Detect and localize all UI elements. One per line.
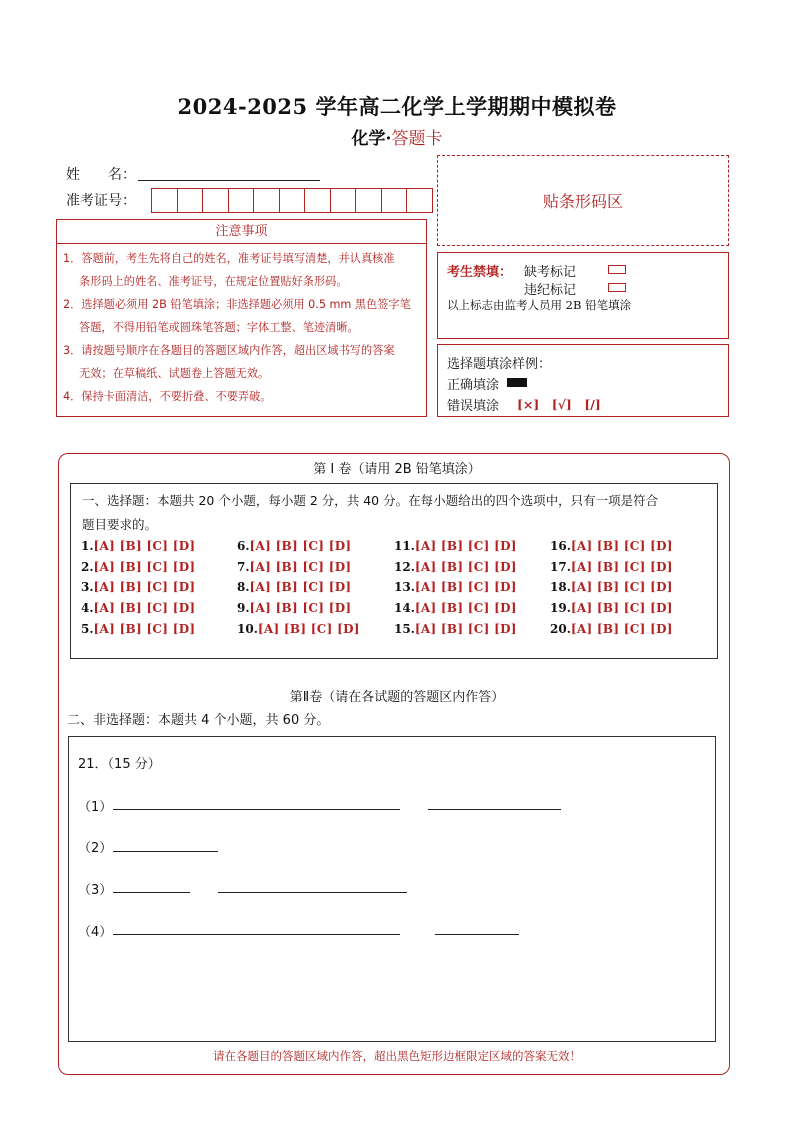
answer-blank[interactable]: [218, 892, 407, 893]
mc-question-6[interactable]: 6.[A] [B] [C] [D]: [237, 539, 352, 553]
name-label: 姓 名：: [66, 167, 136, 183]
notice-line: 无效；在草稿纸、试题卷上答题无效。: [79, 367, 270, 380]
sub-question-1-label: （1）: [78, 800, 113, 815]
answer-blank[interactable]: [113, 892, 190, 893]
mc-question-16[interactable]: 16.[A] [B] [C] [D]: [550, 539, 673, 553]
sub-question-3-label: （3）: [78, 883, 113, 898]
notice-line: 1．答题前，考生先将自己的姓名，准考证号填写清楚，并认真核准: [63, 252, 395, 265]
mc-question-18[interactable]: 18.[A] [B] [C] [D]: [550, 580, 673, 594]
subtitle-answer-sheet: 答题卡: [391, 129, 443, 149]
exam-id-digit-box[interactable]: [202, 188, 229, 213]
mc-question-15[interactable]: 15.[A] [B] [C] [D]: [394, 622, 517, 636]
proctor-mark-panel: [437, 252, 729, 339]
exam-id-digit-box[interactable]: [279, 188, 306, 213]
barcode-area: [437, 155, 729, 246]
mc-question-7[interactable]: 7.[A] [B] [C] [D]: [237, 560, 352, 574]
exam-id-boxes[interactable]: [151, 188, 433, 213]
name-field[interactable]: [138, 180, 320, 181]
proctor-only-label: 考生禁填：: [447, 265, 513, 280]
absent-mark-box[interactable]: [608, 265, 626, 274]
mc-question-8[interactable]: 8.[A] [B] [C] [D]: [237, 580, 352, 594]
exam-id-label: 准考证号：: [66, 193, 136, 209]
correct-fill-sample: [507, 378, 527, 387]
mc-question-2[interactable]: 2.[A] [B] [C] [D]: [81, 560, 196, 574]
page-subtitle: [0, 124, 794, 149]
mc-question-12[interactable]: 12.[A] [B] [C] [D]: [394, 560, 517, 574]
notice-line: 条形码上的姓名、准考证号，在规定位置贴好条形码。: [79, 275, 348, 288]
mc-question-14[interactable]: 14.[A] [B] [C] [D]: [394, 601, 517, 615]
page-title: 2024-2025 学年高二化学上学期期中模拟卷: [177, 94, 617, 119]
mc-instruction: 一、选择题：本题共 20 个小题，每小题 2 分，共 40 分。在每小题给出的四个选项中，只有一项是符合: [82, 493, 659, 508]
exam-id-digit-box[interactable]: [381, 188, 408, 213]
mc-question-11[interactable]: 11.[A] [B] [C] [D]: [394, 539, 517, 553]
notice-line: 3．请按题号顺序在各题目的答题区域内作答，超出区域书写的答案: [63, 344, 395, 357]
wrong-fill-label: 错误填涂: [447, 399, 500, 414]
mc-question-4[interactable]: 4.[A] [B] [C] [D]: [81, 601, 196, 615]
question-21-heading: 21．（15 分）: [78, 757, 161, 772]
subtitle-subject: 化学·: [351, 129, 392, 149]
answer-blank[interactable]: [113, 809, 400, 810]
answer-blank[interactable]: [113, 851, 218, 852]
mc-question-5[interactable]: 5.[A] [B] [C] [D]: [81, 622, 196, 636]
sub-question-4-label: （4）: [78, 925, 113, 940]
fill-sample-panel: [437, 344, 729, 417]
exam-id-digit-box[interactable]: [228, 188, 255, 213]
mc-question-9[interactable]: 9.[A] [B] [C] [D]: [237, 601, 352, 615]
footer-warning: 请在各题目的答题区域内作答，超出黑色矩形边框限定区域的答案无效！: [213, 1049, 581, 1063]
mc-question-20[interactable]: 20.[A] [B] [C] [D]: [550, 622, 673, 636]
notice-panel: [56, 219, 427, 417]
fill-sample-title: 选择题填涂样例：: [447, 357, 552, 372]
exam-id-digit-box[interactable]: [330, 188, 357, 213]
notice-line: 2．选择题必须用 2B 铅笔填涂；非选择题必须用 0.5 mm 黑色签字笔: [63, 298, 411, 311]
answer-blank[interactable]: [435, 934, 519, 935]
barcode-label: 贴条形码区: [542, 192, 623, 211]
answer-blank[interactable]: [428, 809, 561, 810]
notice-line: 答题，不得用铅笔或圆珠笔答题；字体工整、笔迹清晰。: [79, 321, 359, 334]
notice-title: 注意事项: [57, 220, 426, 244]
exam-id-digit-box[interactable]: [177, 188, 204, 213]
sub-question-2-label: （2）: [78, 841, 113, 856]
mc-question-1[interactable]: 1.[A] [B] [C] [D]: [81, 539, 196, 553]
proctor-note: 以上标志由监考人员用 2B 铅笔填涂: [447, 298, 632, 312]
mc-instruction-cont: 题目要求的。: [82, 517, 158, 532]
mc-question-17[interactable]: 17.[A] [B] [C] [D]: [550, 560, 673, 574]
answer-blank[interactable]: [113, 934, 400, 935]
violation-mark-label: 违纪标记: [524, 283, 577, 298]
mc-question-13[interactable]: 13.[A] [B] [C] [D]: [394, 580, 517, 594]
absent-mark-label: 缺考标记: [524, 265, 577, 280]
exam-id-digit-box[interactable]: [355, 188, 382, 213]
mc-question-3[interactable]: 3.[A] [B] [C] [D]: [81, 580, 196, 594]
mc-question-19[interactable]: 19.[A] [B] [C] [D]: [550, 601, 673, 615]
exam-id-digit-box[interactable]: [304, 188, 331, 213]
exam-id-digit-box[interactable]: [406, 188, 433, 213]
mc-question-10[interactable]: 10.[A] [B] [C] [D]: [237, 622, 360, 636]
part2-title: 第Ⅱ卷（请在各试题的答题区内作答）: [289, 690, 505, 705]
correct-fill-label: 正确填涂: [447, 378, 500, 393]
exam-id-digit-box[interactable]: [151, 188, 178, 213]
violation-mark-box[interactable]: [608, 283, 626, 292]
exam-id-digit-box[interactable]: [253, 188, 280, 213]
notice-line: 4．保持卡面清洁，不要折叠、不要弄破。: [63, 390, 272, 403]
part2-instruction: 二、非选择题：本题共 4 个小题，共 60 分。: [67, 713, 330, 728]
question-21-box: [68, 736, 716, 1042]
wrong-fill-samples: [×] [√] [/]: [517, 397, 601, 412]
part1-title: 第 I 卷（请用 2B 铅笔填涂）: [313, 462, 481, 477]
